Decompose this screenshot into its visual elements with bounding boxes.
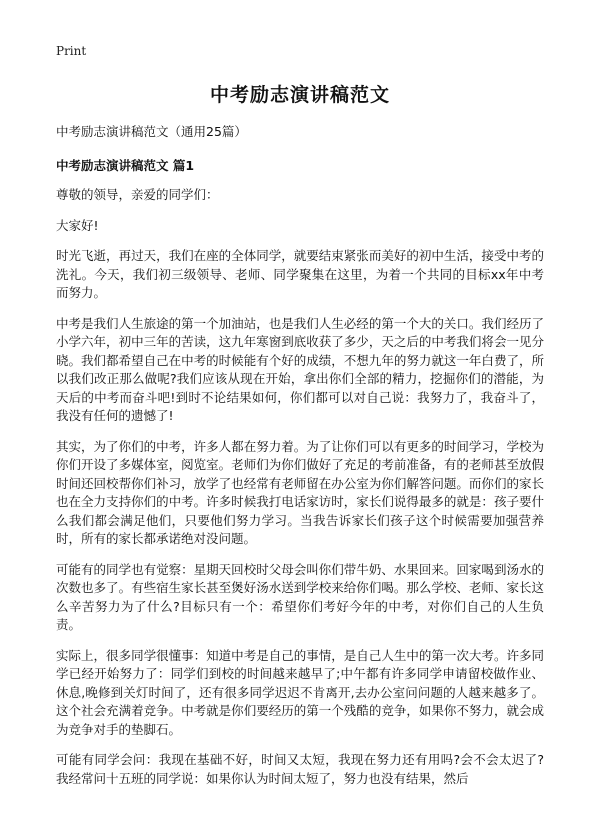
document-subtitle: 中考励志演讲稿范文（通用25篇） — [56, 124, 247, 139]
paragraph-greeting: 大家好! — [56, 217, 99, 233]
document-title: 中考励志演讲稿范文 — [209, 84, 390, 106]
paragraph: 时光飞逝，再过天，我们在座的全体同学，就要结束紧张而美好的初中生活，接受中考的洗礼。今天，我们初三级领导、老师、同学聚集在这里，为着一个共同的目标xx年中考而努力。 — [56, 248, 544, 300]
print-link[interactable]: Print — [56, 44, 87, 58]
paragraph: 实际上，很多同学很懂事：知道中考是自己的事情，是自己人生中的第一次大考。许多同学已经开始努力了：同学们到校的时间越来越早了;中午都有许多同学申请留校做作业、休息,晚修到关灯时间了，还有很多同学迟迟不肯离开,去办公室问问题的人越来越多了。这个社会充满着竞争。中考就是你们要经历的第一个残酷的竞争，如果你不努力，就会成为竞争对手的垫脚石。 — [56, 647, 544, 737]
paragraph: 其实，为了你们的中考，许多人都在努力着。为了让你们可以有更多的时间学习，学校为你们开设了多媒体室，阅览室。老师们为你们做好了充足的考前准备，有的老师甚至放假时间还回校帮你们补习，放学了也经常有老师留在办公室为你们解答问题。而你们的家长也在全力支持你们的中考。许多时候我打电话家访时，家长们说得最多的就是：孩子要什么我们都会满足他们，只要他们努力学习。当我告诉家长们孩子这个时候需要加强营养时，所有的家长都承诺绝对没问题。 — [56, 438, 544, 546]
paragraph: 中考是我们人生旅途的第一个加油站，也是我们人生必经的第一个大的关口。我们经历了小学六年，初中三年的苦读，这九年寒窗到底收获了多少，天之后的中考我们将会一见分晓。我们都希望自己在中考的时候能有个好的成绩，不想九年的努力就这一年白费了，所以我们改正那么做呢?我们应该从现在开始，拿出你们全部的精力，挖掘你们的潜能，为天后的中考而奋斗吧!到时不论结果如何，你们都可以对自己说：我努力了，我奋斗了，我没有任何的遗憾了! — [56, 315, 544, 423]
paragraph: 可能有同学会问：我现在基础不好，时间又太短，我现在努力还有用吗?会不会太迟了?我经常问十五班的同学说：如果你认为时间太短了，努力也没有结果，然后 — [56, 752, 544, 786]
paragraph: 可能有的同学也有觉察：星期天回校时父母会叫你们带牛奶、水果回来。回家喝到汤水的次数也多了。有些宿生家长甚至煲好汤水送到学校来给你们喝。那么学校、老师、家长这么辛苦努力为了什么?目标只有一个：希望你们考好今年的中考，对你们自己的人生负责。 — [56, 561, 544, 632]
section-heading: 中考励志演讲稿范文 篇1 — [56, 158, 195, 173]
document-body — [56, 124, 544, 800]
paragraph-salutation: 尊敬的领导，亲爱的同学们： — [56, 187, 219, 202]
